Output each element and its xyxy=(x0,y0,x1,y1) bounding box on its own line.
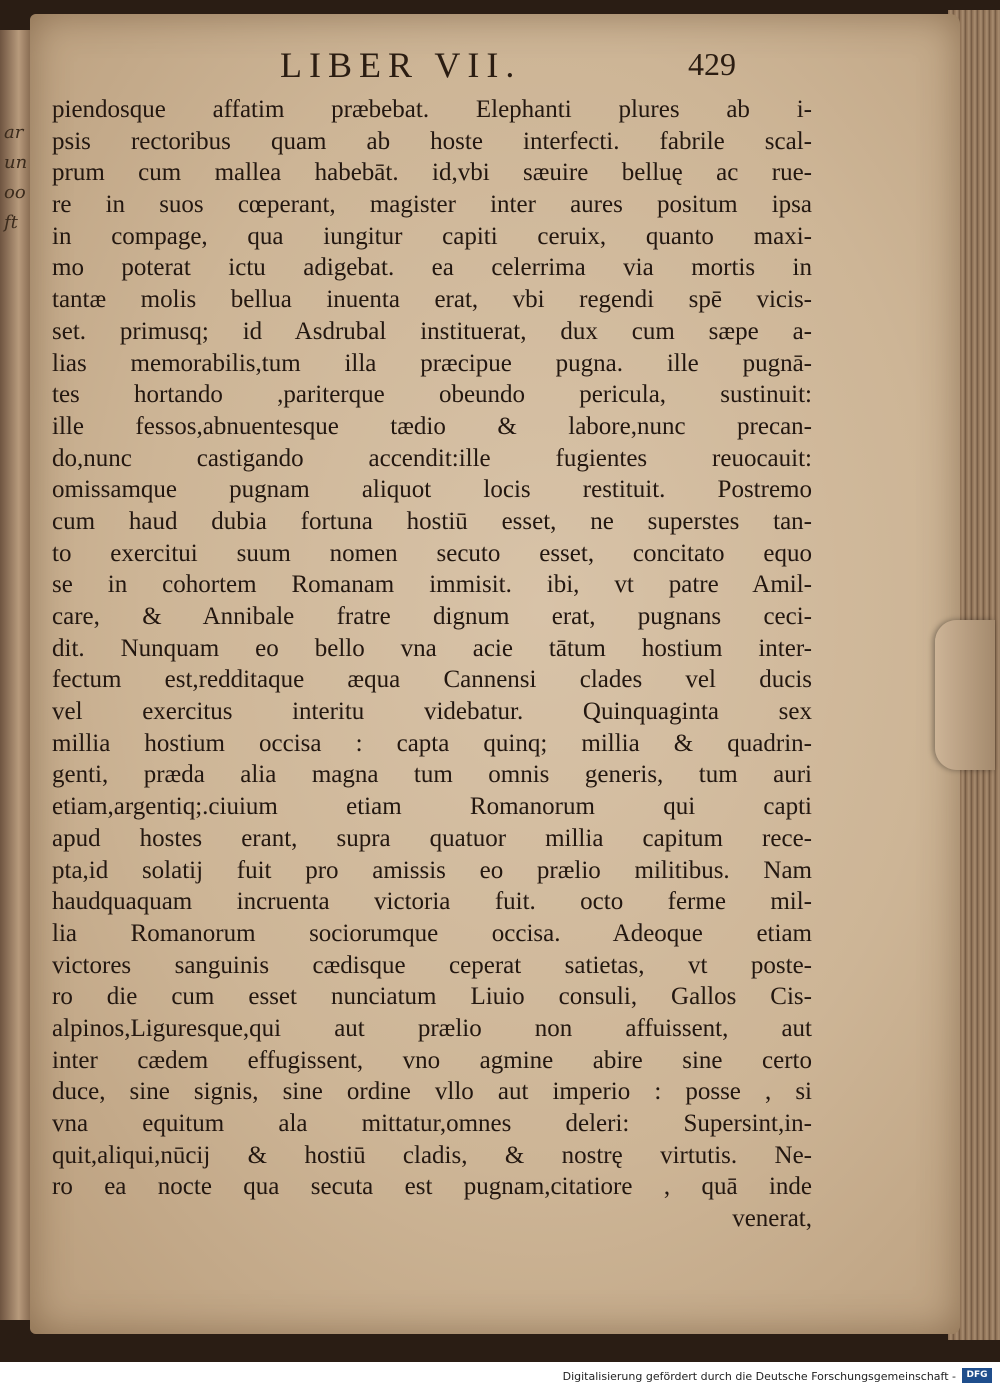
text-line: re in suos cœperant, magister inter aures positum ipsa xyxy=(52,191,812,219)
digitization-credit: Digitalisierung gefördert durch die Deutsche Forschungsgemeinschaft - xyxy=(562,1370,956,1383)
prev-page-fragment: ft xyxy=(4,212,18,233)
text-line: lia Romanorum sociorumque occisa. Adeoque etiam xyxy=(52,919,812,947)
dfg-logo: DFG xyxy=(962,1368,992,1383)
footer-bar xyxy=(0,1362,1000,1389)
text-line: ille fessos,abnuentesque tædio & labore,nunc precan- xyxy=(52,412,812,440)
text-line: mo poterat ictu adigebat. ea celerrima via mortis in xyxy=(52,254,812,282)
text-line: etiam,argentiq;.ciuium etiam Romanorum qui capti xyxy=(52,793,812,821)
text-line: ro ea nocte qua secuta est pugnam,citatiore , quā inde xyxy=(52,1173,812,1201)
page-tab xyxy=(935,620,995,770)
text-line: vna equitum ala mittatur,omnes deleri: Supersint,in- xyxy=(52,1110,812,1137)
text-line: venerat, xyxy=(732,1205,812,1233)
body-text xyxy=(52,94,812,1235)
text-line: set. primusq; id Asdrubal instituerat, dux cum sæpe a- xyxy=(52,317,812,345)
text-line: vel exercitus interitu videbatur. Quinquaginta sex xyxy=(52,698,812,726)
prev-page-fragment: ar xyxy=(4,122,24,143)
prev-page-fragment: un xyxy=(4,152,28,173)
text-line: care, & Annibale fratre dignum erat, pugnans ceci- xyxy=(52,603,812,630)
text-line: pta,id solatij fuit pro amissis eo prælio militibus. Nam xyxy=(52,856,812,884)
text-line: omissamque pugnam aliquot locis restituit. Postremo xyxy=(52,476,812,504)
previous-page-edge xyxy=(0,30,34,1320)
text-line: lias memorabilis,tum illa præcipue pugna. ille pugnā- xyxy=(52,349,812,377)
page-header xyxy=(30,44,960,94)
text-line: victores sanguinis cædisque ceperat satietas, vt poste- xyxy=(52,951,812,979)
running-title: LIBER VII. xyxy=(280,45,522,85)
text-line: to exercitui suum nomen secuto esset, concitato equo xyxy=(52,539,812,567)
text-line: dit. Nunquam eo bello vna acie tātum hostium inter- xyxy=(52,634,812,662)
text-line: millia hostium occisa : capta quinq; millia & quadrin- xyxy=(52,729,812,757)
text-line: in compage, qua iungitur capiti ceruix, quanto maxi- xyxy=(52,222,812,250)
text-line: alpinos,Liguresque,qui aut prælio non affuissent, aut xyxy=(52,1014,812,1042)
book-page xyxy=(30,14,960,1334)
text-line: se in cohortem Romanam immisit. ibi, vt patre Amil- xyxy=(52,571,812,599)
text-line: psis rectoribus quam ab hoste interfecti. fabrile scal- xyxy=(52,127,812,155)
text-line: cum haud dubia fortuna hostiū esset, ne superstes tan- xyxy=(52,507,812,535)
text-line: tes hortando ,pariterque obeundo pericula, sustinuit: xyxy=(52,381,812,409)
text-line: piendosque affatim præbebat. Elephanti plures ab i- xyxy=(52,96,812,123)
page-number: 429 xyxy=(688,46,736,82)
text-line: inter cædem effugissent, vno agmine abire sine certo xyxy=(52,1046,812,1074)
text-line: haudquaquam incruenta victoria fuit. octo ferme mil- xyxy=(52,888,812,916)
text-line: quit,aliqui,nūcij & hostiū cladis, & nostrę virtutis. Ne- xyxy=(52,1141,812,1169)
prev-page-fragment: oo xyxy=(4,182,26,203)
text-line: do,nunc castigando accendit:ille fugientes reuocauit: xyxy=(52,444,812,472)
text-line: duce, sine signis, sine ordine vllo aut imperio : posse , si xyxy=(52,1078,812,1106)
text-line: tantæ molis bellua inuenta erat, vbi regendi spē vicis- xyxy=(52,286,812,314)
text-line: apud hostes erant, supra quatuor millia capitum rece- xyxy=(52,824,812,852)
text-line: fectum est,redditaque æqua Cannensi clades vel ducis xyxy=(52,666,812,694)
text-line: genti, præda alia magna tum omnis generis, tum auri xyxy=(52,761,812,789)
text-line: ro die cum esset nunciatum Liuio consuli, Gallos Cis- xyxy=(52,983,812,1011)
text-line: prum cum mallea habebāt. id,vbi sæuire belluę ac rue- xyxy=(52,159,812,187)
